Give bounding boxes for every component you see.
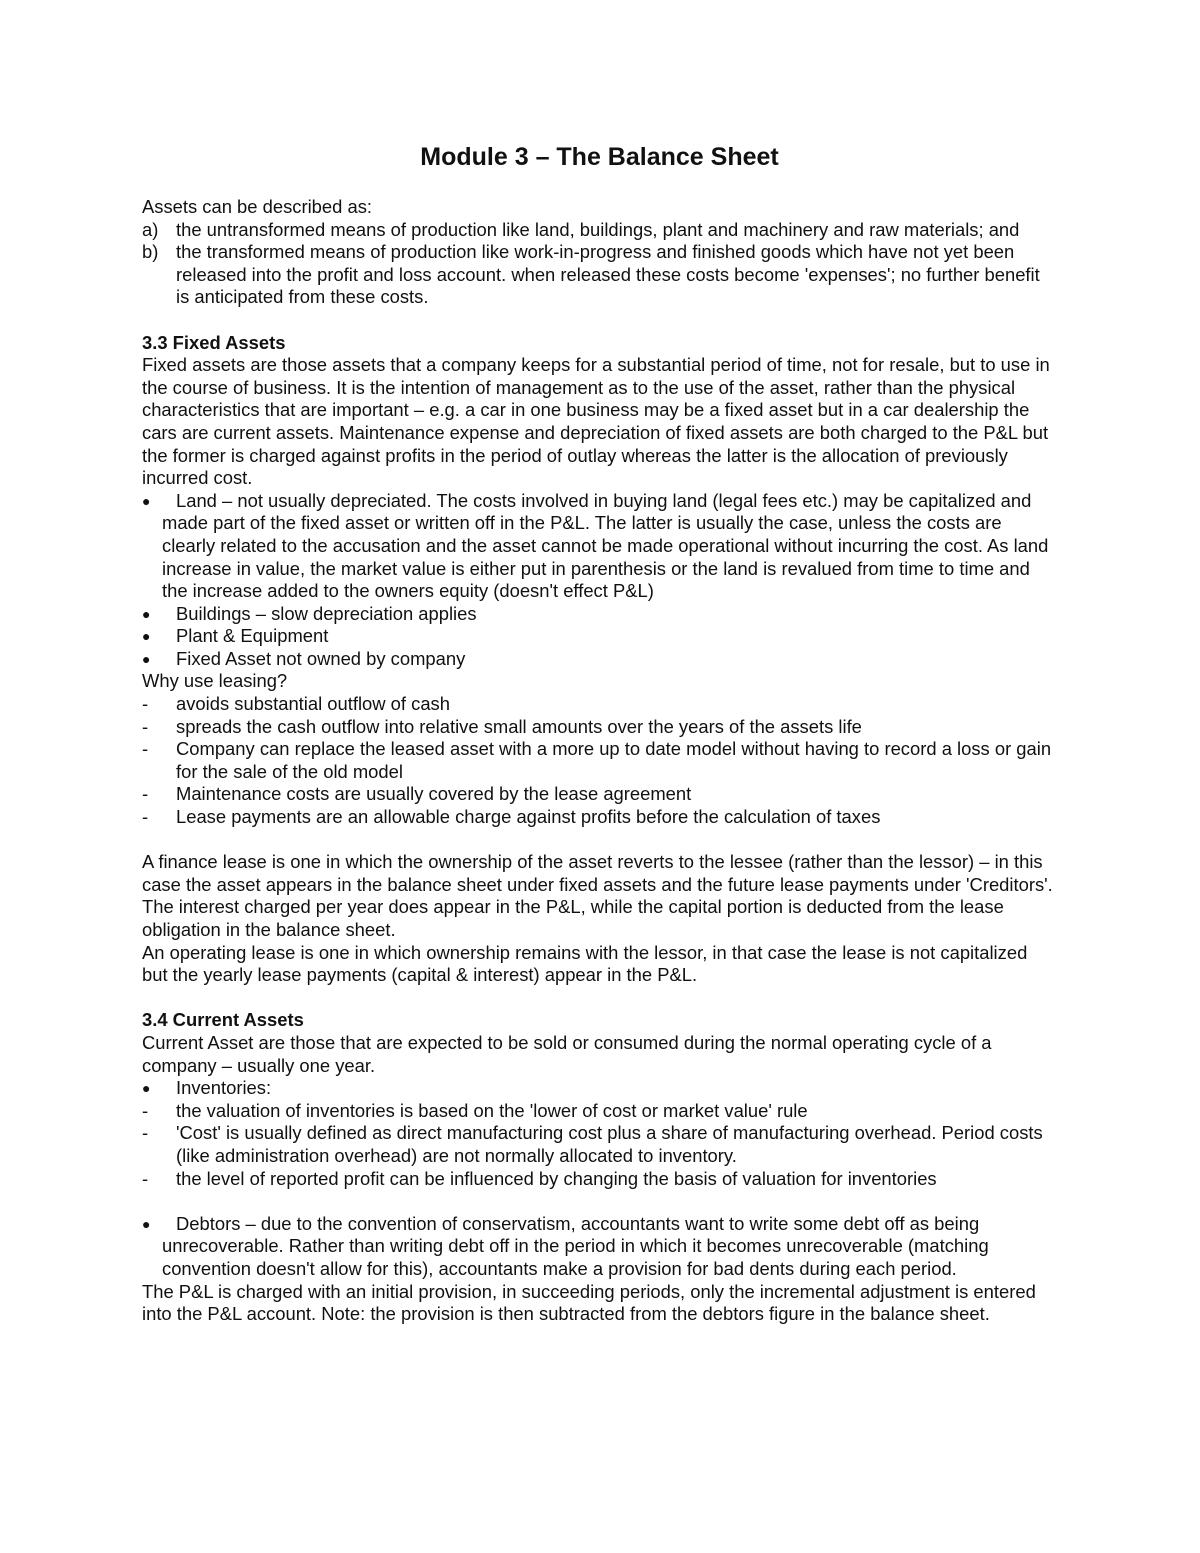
- document-page: [142, 140, 1057, 1326]
- dash-marker: -: [142, 1167, 149, 1189]
- list-item-text: 'Cost' is usually defined as direct manufacturing cost plus a share of manufacturing overhead. Period costs (like administration overhead) are not normally allocated to inventory.: [176, 1122, 1043, 1166]
- list-item-text: Land – not usually depreciated. The costs involved in buying land (legal fees etc.) may be capitalized and made part of the fixed asset or written off in the P&L. The latter is usually the case, unless the costs are clearly related to the accusation and the asset cannot be made operational without incurring the cost. As land increase in value, the market value is either put in parenthesis or the land is revalued from time to time and the increase added to the owners equity (doesn't effect P&L): [162, 489, 1049, 602]
- list-item: [142, 603, 1057, 626]
- list-item-text: Maintenance costs are usually covered by the lease agreement: [176, 783, 692, 805]
- fixed-assets-paragraph: Fixed assets are those assets that a company keeps for a substantial period of time, not for resale, but to use in the course of business. It is the intention of management as to the use of the asset, rather than the physical characteristics that are important – e.g. a car in one business may be a fixed asset but in a car dealership the cars are current assets. Maintenance expense and depreciation of fixed assets are both charged to the P&L but the former is charged against profits in the period of outlay whereas the latter is the allocation of previously incurred cost.: [142, 354, 1050, 489]
- list-item: [142, 241, 1057, 309]
- current-assets-paragraph: Current Asset are those that are expected to be sold or consumed during the normal operating cycle of a company – usually one year.: [142, 1031, 992, 1076]
- bullet-icon: ●: [142, 650, 151, 667]
- intro-lead: Assets can be described as:: [142, 196, 373, 217]
- list-item-text: Lease payments are an allowable charge against profits before the calculation of taxes: [176, 806, 881, 828]
- list-item-text: Inventories:: [176, 1077, 272, 1099]
- list-item: [142, 219, 1057, 242]
- dash-marker: -: [142, 783, 149, 805]
- list-item: [142, 806, 1057, 829]
- list-item: [142, 1122, 1057, 1167]
- dash-marker: -: [142, 806, 149, 828]
- dash-marker: -: [142, 715, 149, 737]
- list-item-text: the untransformed means of production like land, buildings, plant and machinery and raw materials; and: [176, 218, 1020, 240]
- closing-paragraph: The P&L is charged with an initial provision, in succeeding periods, only the incremental adjustment is entered into the P&L account. Note: the provision is then subtracted from the debtors figure in the balance sheet.: [142, 1280, 1036, 1325]
- dash-marker: -: [142, 1099, 149, 1121]
- section-heading-current-assets: 3.4 Current Assets: [142, 1009, 304, 1031]
- list-item: [142, 490, 1057, 603]
- leasing-reasons-list: [142, 693, 1057, 829]
- bullet-icon: ●: [142, 605, 151, 622]
- leasing-question: Why use leasing?: [142, 670, 288, 692]
- list-item: [142, 1213, 1057, 1281]
- fixed-assets-bullet-list: [142, 490, 1057, 671]
- paragraph-spacer: [142, 1190, 1057, 1213]
- list-item: [142, 625, 1057, 648]
- debtors-bullet-list: [142, 1213, 1057, 1281]
- list-marker: b): [142, 241, 159, 263]
- list-item: [142, 1077, 1057, 1100]
- bullet-icon: ●: [142, 492, 151, 509]
- list-item: [142, 693, 1057, 716]
- list-item-text: the transformed means of production like work-in-progress and finished goods which have not yet been released into the profit and loss account. when released these costs become 'expenses'; no further benefit is anticipated from these costs.: [176, 241, 1040, 308]
- operating-lease-paragraph: An operating lease is one in which ownership remains with the lessor, in that case the lease is not capitalized but the yearly lease payments (capital & interest) appear in the P&L.: [142, 941, 1028, 986]
- bullet-icon: ●: [142, 628, 151, 645]
- asset-description-list: [142, 219, 1057, 309]
- list-item-text: Company can replace the leased asset with a more up to date model without having to record a loss or gain for the sale of the old model: [176, 738, 1052, 782]
- list-item: [142, 716, 1057, 739]
- list-item-text: Buildings – slow depreciation applies: [176, 602, 477, 624]
- list-item: [142, 648, 1057, 671]
- list-item: [142, 738, 1057, 783]
- paragraph-spacer: [142, 829, 1057, 852]
- list-item: [142, 1168, 1057, 1191]
- dash-marker: -: [142, 738, 149, 760]
- list-item: [142, 1100, 1057, 1123]
- inventories-bullet-list: [142, 1077, 1057, 1100]
- list-item: [142, 783, 1057, 806]
- list-item-text: Fixed Asset not owned by company: [176, 647, 466, 669]
- list-item-text: the valuation of inventories is based on the 'lower of cost or market value' rule: [176, 1099, 808, 1121]
- list-item-text: the level of reported profit can be influenced by changing the basis of valuation for inventories: [176, 1167, 937, 1189]
- page-title: Module 3 – The Balance Sheet: [420, 143, 779, 171]
- dash-marker: -: [142, 1122, 149, 1144]
- list-marker: a): [142, 218, 159, 240]
- list-item-text: Plant & Equipment: [176, 625, 329, 647]
- list-item-text: avoids substantial outflow of cash: [176, 693, 450, 715]
- inventory-points-list: [142, 1100, 1057, 1190]
- finance-lease-paragraph: A finance lease is one in which the ownership of the asset reverts to the lessee (rather than the lessor) – in this case the asset appears in the balance sheet under fixed assets and the future lease payments under 'Creditors'. The interest charged per year does appear in the P&L, while the capital portion is deducted from the lease obligation in the balance sheet.: [142, 851, 1053, 940]
- bullet-icon: ●: [142, 1080, 151, 1097]
- section-heading-fixed-assets: 3.3 Fixed Assets: [142, 331, 286, 353]
- list-item-text: Debtors – due to the convention of conservatism, accountants want to write some debt off as being unrecoverable. Rather than writing debt off in the period in which it becomes unrecoverable (matching convention doesn't allow for this), accountants make a provision for bad dents during each period.: [162, 1212, 989, 1279]
- list-item-text: spreads the cash outflow into relative small amounts over the years of the assets life: [176, 715, 862, 737]
- bullet-icon: ●: [142, 1215, 151, 1232]
- dash-marker: -: [142, 693, 149, 715]
